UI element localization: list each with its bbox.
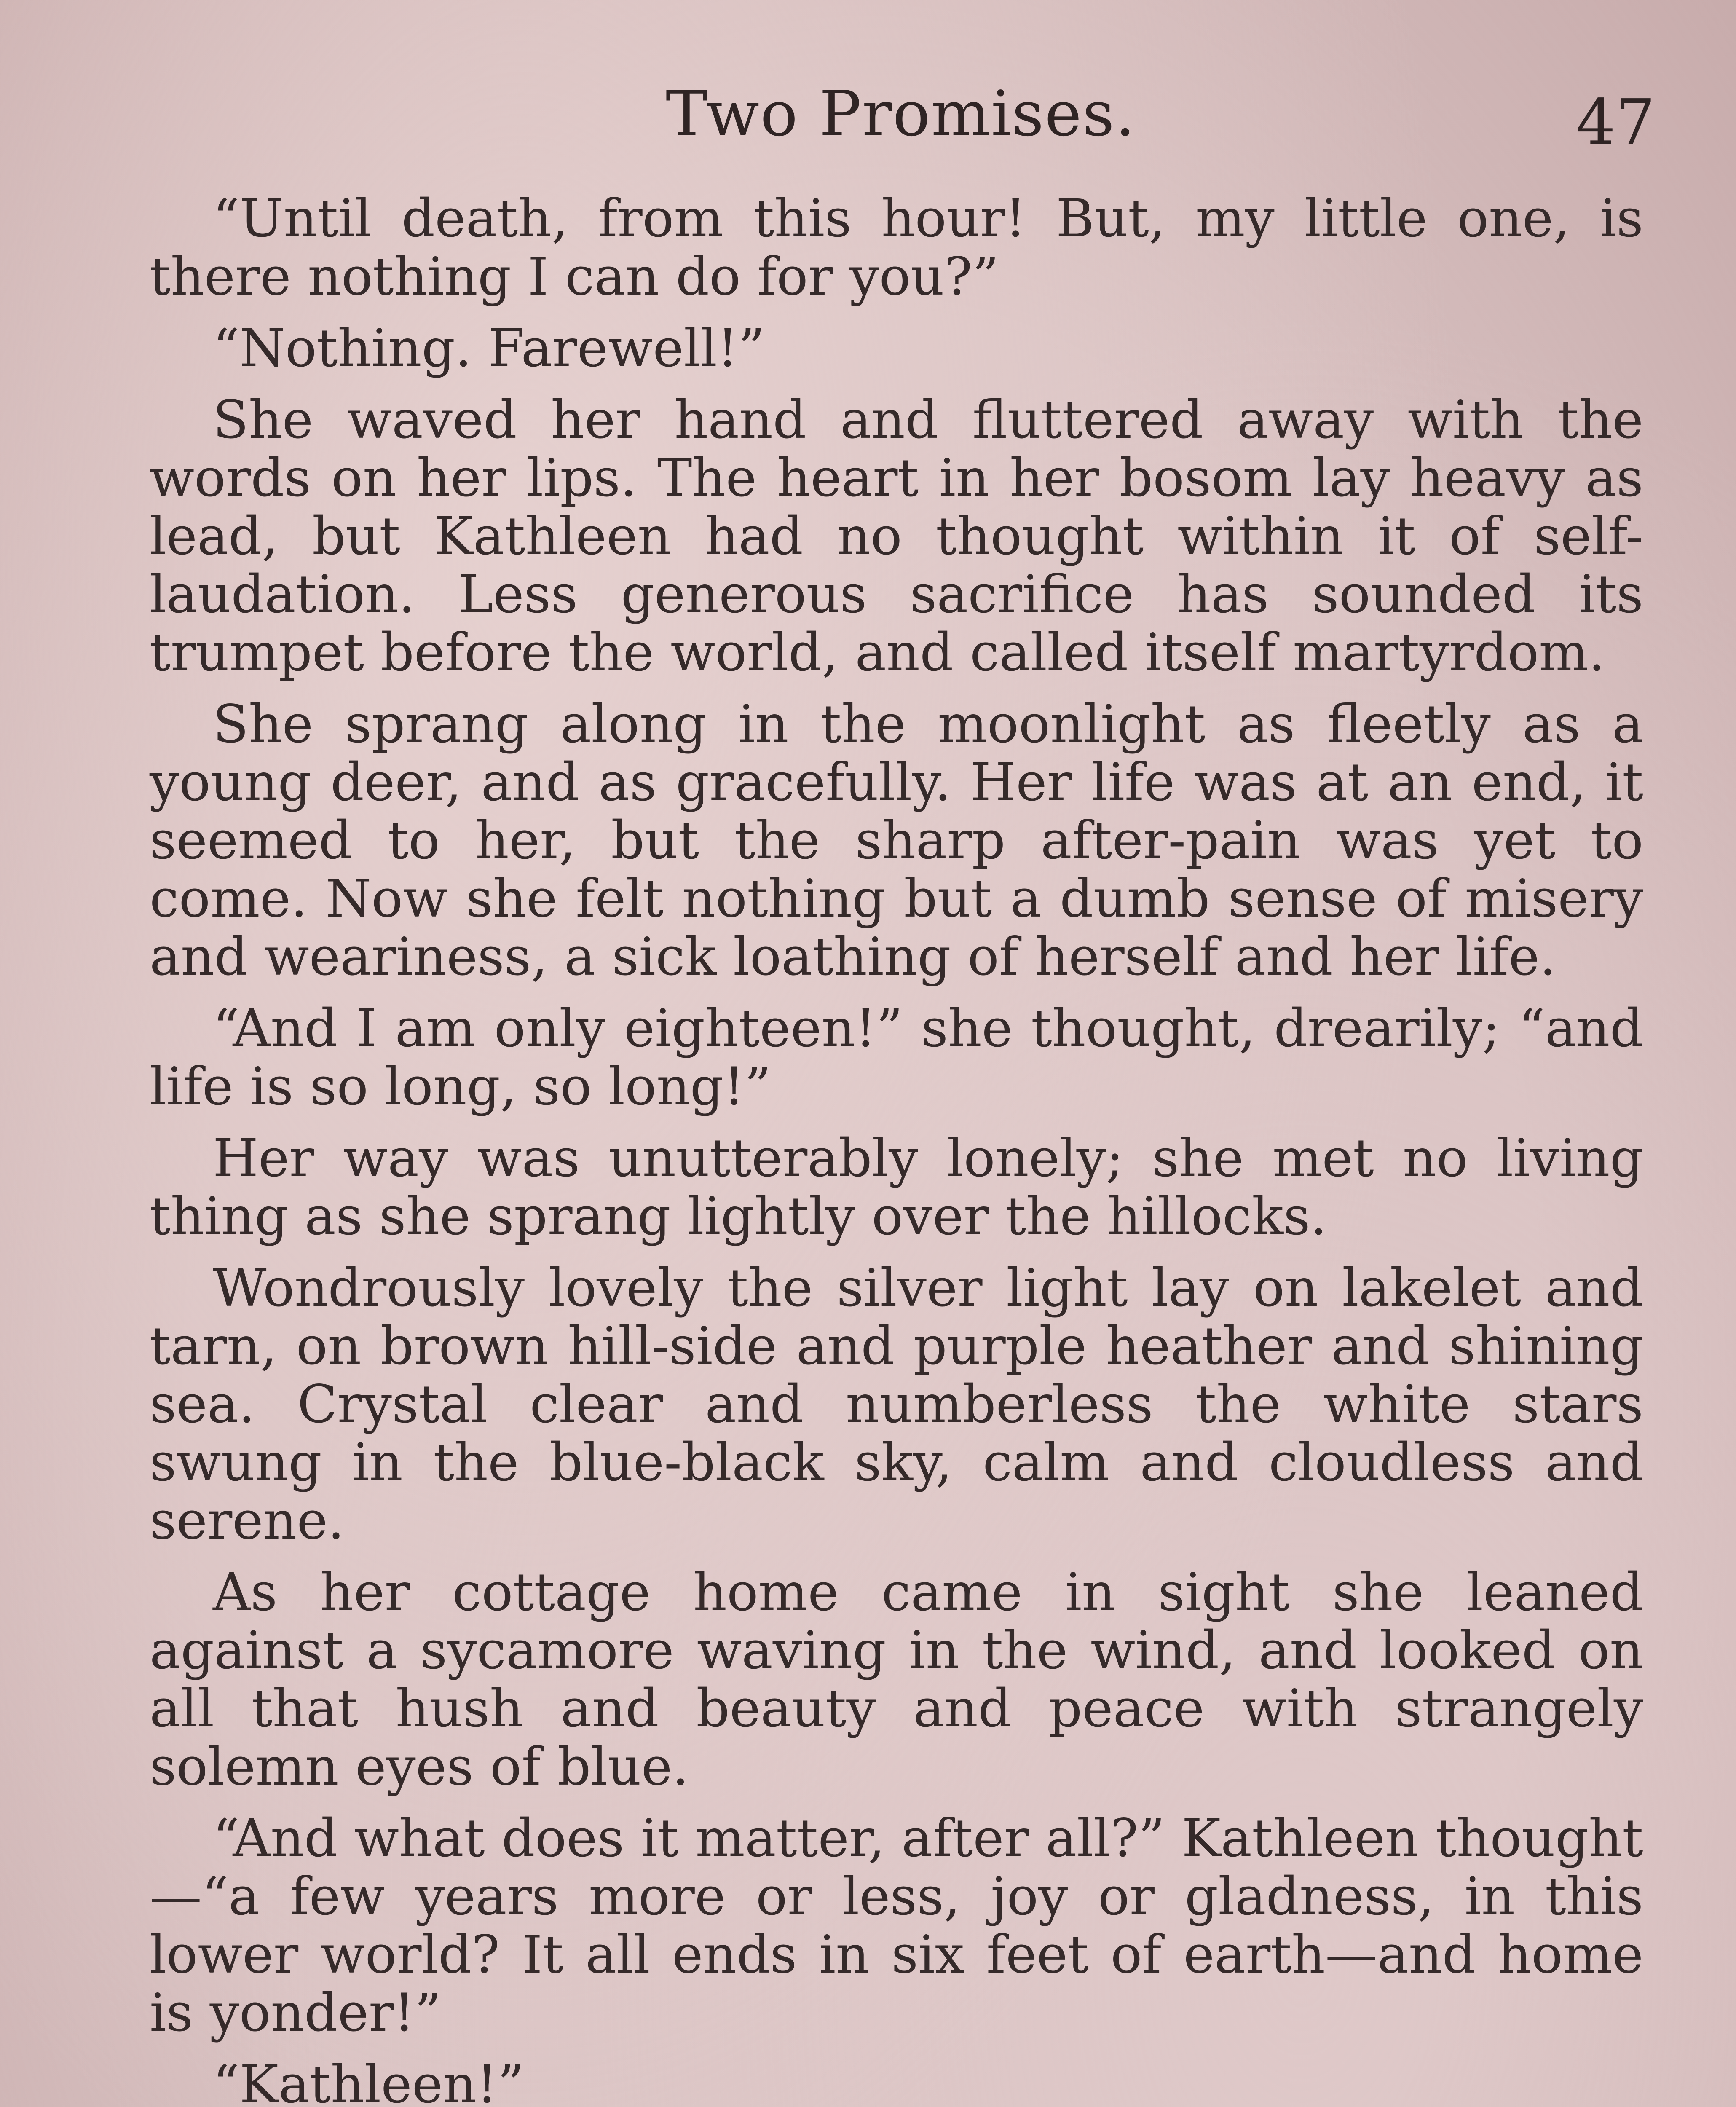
paragraph-10: “Kathleen!” [213, 2054, 525, 2107]
paragraph-4: She sprang along in the moonlight as fleetly as a young deer, and as gracefully. Her life was at an end, it seemed to her, but the sharp after-pain was yet to come. Now she felt nothing but a dumb sense of misery and weariness, a sick loathing of herself and her life. [150, 694, 1643, 987]
paragraph-3: She waved her hand and fluttered away with the words on her lips. The heart in her bosom lay heavy as lead, but Kathleen had no thought within it of self-laudation. Less generous sacrifice has sounded its trumpet before the world, and called itself martyrdom. [150, 390, 1643, 683]
body-text [150, 190, 1643, 2107]
paragraph-2: “Nothing. Farewell!” [213, 318, 765, 379]
paragraph-9: “And what does it matter, after all?” Kathleen thought —“a few years more or less, joy or gladness, in this lower world? It all ends in six feet of earth—and home is yonder!” [150, 1808, 1643, 2043]
page-number: 47 [1576, 86, 1656, 158]
paragraph-1: “Until death, from this hour! But, my little one, is there nothing I can do for you?” [150, 188, 1643, 307]
paragraph-7: Wondrously lovely the silver light lay on lakelet and tarn, on brown hill-side and purple heather and shining sea. Crystal clear and numberless the white stars swung in the blue-black sky, calm and cloudless and serene. [150, 1258, 1643, 1551]
paragraph-8: As her cottage home came in sight she leaned against a sycamore waving in the wind, and looked on all that hush and beauty and peace with strangely solemn eyes of blue. [150, 1562, 1643, 1797]
running-head [0, 72, 1736, 156]
page-title: Two Promises. [666, 78, 1136, 150]
paragraph-6: Her way was unutterably lonely; she met no living thing as she sprang lightly over the hillocks. [150, 1128, 1643, 1247]
paragraph-5: “And I am only eighteen!” she thought, drearily; “and life is so long, so long!” [150, 998, 1643, 1117]
